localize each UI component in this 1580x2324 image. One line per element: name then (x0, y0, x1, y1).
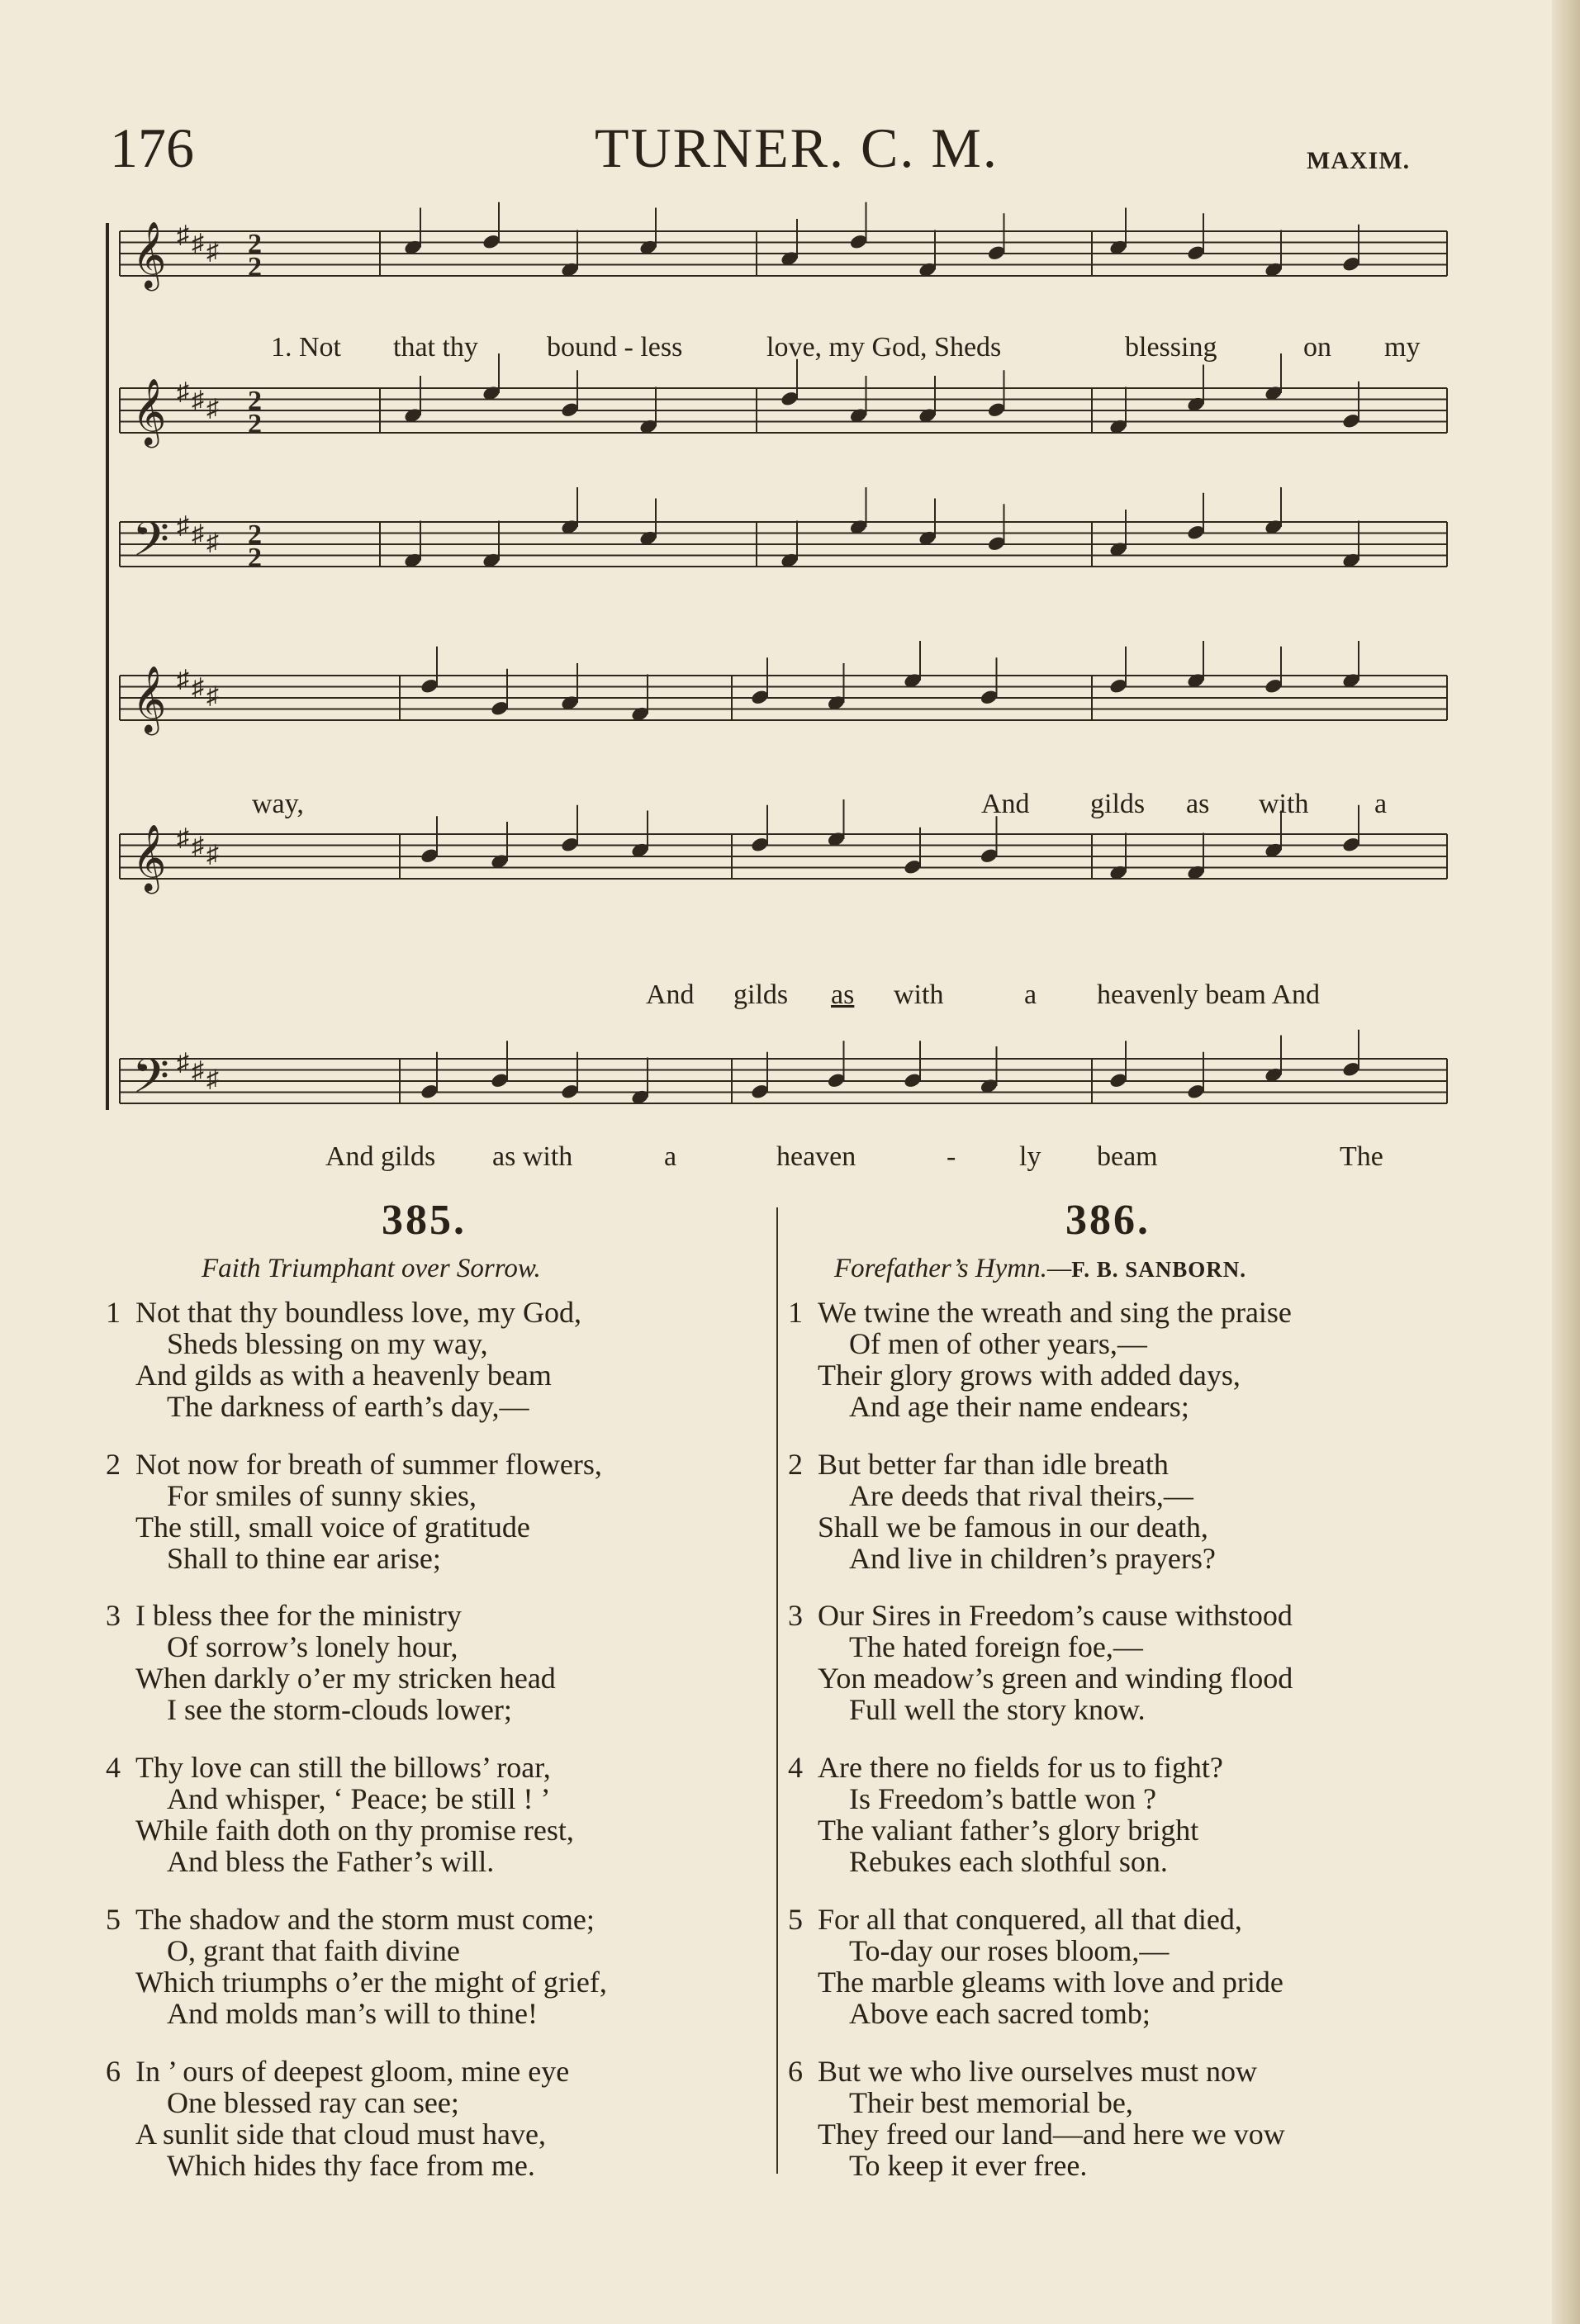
stanza-line: A sunlit side that cloud must have, (135, 2118, 546, 2151)
stanza-line: But better far than idle breath (818, 1448, 1169, 1481)
stanza-number: 1 (788, 1296, 803, 1329)
hymn-title-385 (202, 1254, 541, 1284)
stanza-line: To keep it ever free. (849, 2149, 1088, 2182)
stanza-line: Shall we be famous in our death, (818, 1511, 1208, 1544)
tune-title: TURNER. C. M. (595, 116, 999, 179)
sharp-icon: ♯ (206, 841, 219, 868)
stanza-line: Yon meadow’s green and winding flood (818, 1662, 1293, 1695)
stanza-line: Of men of other years,— (849, 1327, 1147, 1360)
stanza-line: Above each sacred tomb; (849, 1997, 1151, 2030)
stanza-line: O, grant that faith divine (167, 1934, 460, 1967)
stanza-number: 6 (106, 2055, 121, 2088)
stanza (106, 1600, 766, 1732)
stanza-line: Is Freedom’s battle won ? (849, 1782, 1156, 1815)
lyric-s2-b4: heaven (776, 1141, 856, 1172)
sharp-icon: ♯ (192, 230, 204, 257)
lyric-s2-t4: as (1186, 789, 1210, 819)
stanza-line: And age their name endears; (849, 1390, 1189, 1423)
stanza-number: 5 (106, 1903, 121, 1936)
stanza-line: The hated foreign foe,— (849, 1630, 1143, 1663)
lyric-s2-a3: as (831, 979, 855, 1010)
page-number: 176 (110, 116, 194, 179)
sharp-icon: ♯ (192, 387, 204, 414)
lyric-s1-7: my (1384, 332, 1421, 363)
hymn-number-385: 385. (382, 1197, 467, 1244)
hymn-author: F. B. SANBORN. (1071, 1257, 1246, 1282)
stanza-line: But we who live ourselves must now (818, 2055, 1257, 2088)
time-signature-top: 2 (248, 229, 262, 259)
lyric-s2-t3: gilds (1090, 789, 1146, 819)
sharp-icon: ♯ (206, 682, 219, 709)
stanza-line: Full well the story know. (849, 1693, 1146, 1726)
stanza-line: Which triumphs o’er the might of grief, (135, 1966, 607, 1999)
stanza-number: 3 (106, 1599, 121, 1632)
stanza (106, 1297, 766, 1429)
lyric-s2-t6: a (1374, 789, 1388, 819)
stanza-number: 2 (106, 1448, 121, 1481)
stanza (788, 1449, 1449, 1581)
treble-clef-icon: 𝄞 (132, 665, 167, 733)
sharp-icon: ♯ (206, 395, 219, 422)
sharp-icon: ♯ (192, 832, 204, 860)
lyric-s2-b6: ly (1019, 1141, 1041, 1172)
stanza (106, 1752, 766, 1884)
lyric-s2-t1: way, (252, 789, 304, 819)
lyric-s2-a6: heavenly beam And (1097, 979, 1321, 1010)
stanza-line: And whisper, ‘ Peace; be still ! ’ (167, 1782, 551, 1815)
lyric-s2-a2: gilds (733, 979, 789, 1010)
stanza-number: 6 (788, 2055, 803, 2088)
stanza-line: For all that conquered, all that died, (818, 1903, 1242, 1936)
sharp-icon: ♯ (177, 512, 189, 539)
stanza-number: 2 (788, 1448, 803, 1481)
time-signature-bottom: 2 (248, 543, 262, 573)
sharp-icon: ♯ (192, 674, 204, 701)
lyric-s2-b2: as with (492, 1141, 573, 1172)
stanza-line: And live in children’s prayers? (849, 1542, 1216, 1575)
stanza-line: The shadow and the storm must come; (135, 1903, 595, 1936)
column-divider (776, 1207, 778, 2174)
hymn-number-386: 386. (1065, 1197, 1151, 1244)
stanza-number: 1 (106, 1296, 121, 1329)
note-heads (403, 233, 1361, 1106)
hymn-title-text: Forefather’s Hymn.— (834, 1254, 1072, 1283)
sharp-icon: ♯ (177, 221, 189, 249)
lyric-s1-3: bound - less (547, 332, 683, 363)
bass-clef-icon: 𝄢 (132, 511, 170, 579)
lyric-s1-5: blessing (1125, 332, 1217, 363)
stanza (788, 1904, 1449, 2036)
stanza-line: When darkly o’er my stricken head (135, 1662, 556, 1695)
stanza-line: Their glory grows with added days, (818, 1359, 1241, 1392)
stanza-line: Sheds blessing on my way, (167, 1327, 488, 1360)
sharp-icon: ♯ (177, 824, 189, 851)
time-signature-bottom: 2 (248, 409, 262, 439)
treble-clef-icon: 𝄞 (132, 221, 167, 288)
time-signature-top: 2 (248, 519, 262, 550)
lyric-s2-a1: And (646, 979, 695, 1010)
stanza-line: Which hides thy face from me. (167, 2149, 535, 2182)
lyric-s2-b7: beam (1097, 1141, 1158, 1172)
stanza-line: We twine the wreath and sing the praise (818, 1296, 1292, 1329)
stanza-line: Shall to thine ear arise; (167, 1542, 441, 1575)
stanza-line: The still, small voice of gratitude (135, 1511, 530, 1544)
stanza-line: In ’ ours of deepest gloom, mine eye (135, 2055, 570, 2088)
subject-heading: MAXIM. (1307, 147, 1411, 174)
sharp-icon: ♯ (206, 529, 219, 556)
sharp-icon: ♯ (177, 666, 189, 693)
bass-clef-icon: 𝄢 (132, 1048, 170, 1116)
treble-clef-icon: 𝄞 (132, 823, 167, 891)
stanza-line: Of sorrow’s lonely hour, (167, 1630, 458, 1663)
stanza-line: I bless thee for the ministry (135, 1599, 462, 1632)
lyric-s1-6: on (1303, 332, 1331, 363)
stanza-line: The darkness of earth’s day,— (167, 1390, 529, 1423)
stanza (788, 1297, 1449, 1429)
stanza-line: Our Sires in Freedom’s cause withstood (818, 1599, 1293, 1632)
lyric-s2-t5: with (1259, 789, 1309, 819)
stanza-line: Not now for breath of summer flowers, (135, 1448, 602, 1481)
sharp-icon: ♯ (192, 520, 204, 548)
stanza-line: Not that thy boundless love, my God, (135, 1296, 581, 1329)
stanza-line: And molds man’s will to thine! (167, 1997, 538, 2030)
stanza-line: I see the storm-clouds lower; (167, 1693, 512, 1726)
treble-clef-icon: 𝄞 (132, 377, 167, 445)
stanza-line: They freed our land—and here we vow (818, 2118, 1285, 2151)
lyric-s2-b5: - (947, 1141, 956, 1172)
sharp-icon: ♯ (177, 378, 189, 406)
sharp-icon: ♯ (192, 1057, 204, 1084)
lyric-s2-a4: with (894, 979, 944, 1010)
stanza-line: Are there no fields for us to fight? (818, 1751, 1223, 1784)
stanza-number: 4 (106, 1751, 121, 1784)
stanza-line: Rebukes each slothful son. (849, 1845, 1168, 1878)
stanza-line: While faith doth on thy promise rest, (135, 1814, 574, 1847)
lyric-s2-b8: The (1340, 1141, 1383, 1172)
lyric-s1-4: love, my God, Sheds (766, 332, 1002, 363)
sharp-icon: ♯ (177, 1049, 189, 1076)
stanza-line: To-day our roses bloom,— (849, 1934, 1170, 1967)
stanza (788, 1752, 1449, 1884)
stanza-line: For smiles of sunny skies, (167, 1479, 477, 1512)
hymn-title-386 (834, 1254, 1246, 1284)
stanza (106, 1904, 766, 2036)
time-signature-bottom: 2 (248, 252, 262, 282)
stanza-line: And bless the Father’s will. (167, 1845, 495, 1878)
lyric-s2-b3: a (664, 1141, 677, 1172)
stanza-number: 3 (788, 1599, 803, 1632)
time-signature-top: 2 (248, 386, 262, 416)
hymn-title-text: Faith Triumphant over Sorrow. (202, 1254, 541, 1283)
lyric-s2-b1: And gilds (325, 1141, 436, 1172)
stanza-line: Are deeds that rival theirs,— (849, 1479, 1193, 1512)
stanza (788, 1600, 1449, 1732)
stanza (106, 1449, 766, 1581)
lyric-s1-2: that thy (393, 332, 478, 363)
stanza-line: The marble gleams with love and pride (818, 1966, 1283, 1999)
lyric-s2-t2: And (981, 789, 1030, 819)
stanza-line: Thy love can still the billows’ roar, (135, 1751, 551, 1784)
stanza-line: The valiant father’s glory bright (818, 1814, 1199, 1847)
lyric-s1-1: 1. Not (271, 332, 341, 363)
stanza-number: 4 (788, 1751, 803, 1784)
stanza-line: And gilds as with a heavenly beam (135, 1359, 552, 1392)
sharp-icon: ♯ (206, 238, 219, 265)
stanza (788, 2056, 1449, 2188)
stanza-number: 5 (788, 1903, 803, 1936)
stanza (106, 2056, 766, 2188)
stanza-line: One blessed ray can see; (167, 2086, 459, 2119)
lyric-s2-a5: a (1024, 979, 1037, 1010)
sharp-icon: ♯ (206, 1065, 219, 1093)
stanza-line: Their best memorial be, (849, 2086, 1133, 2119)
